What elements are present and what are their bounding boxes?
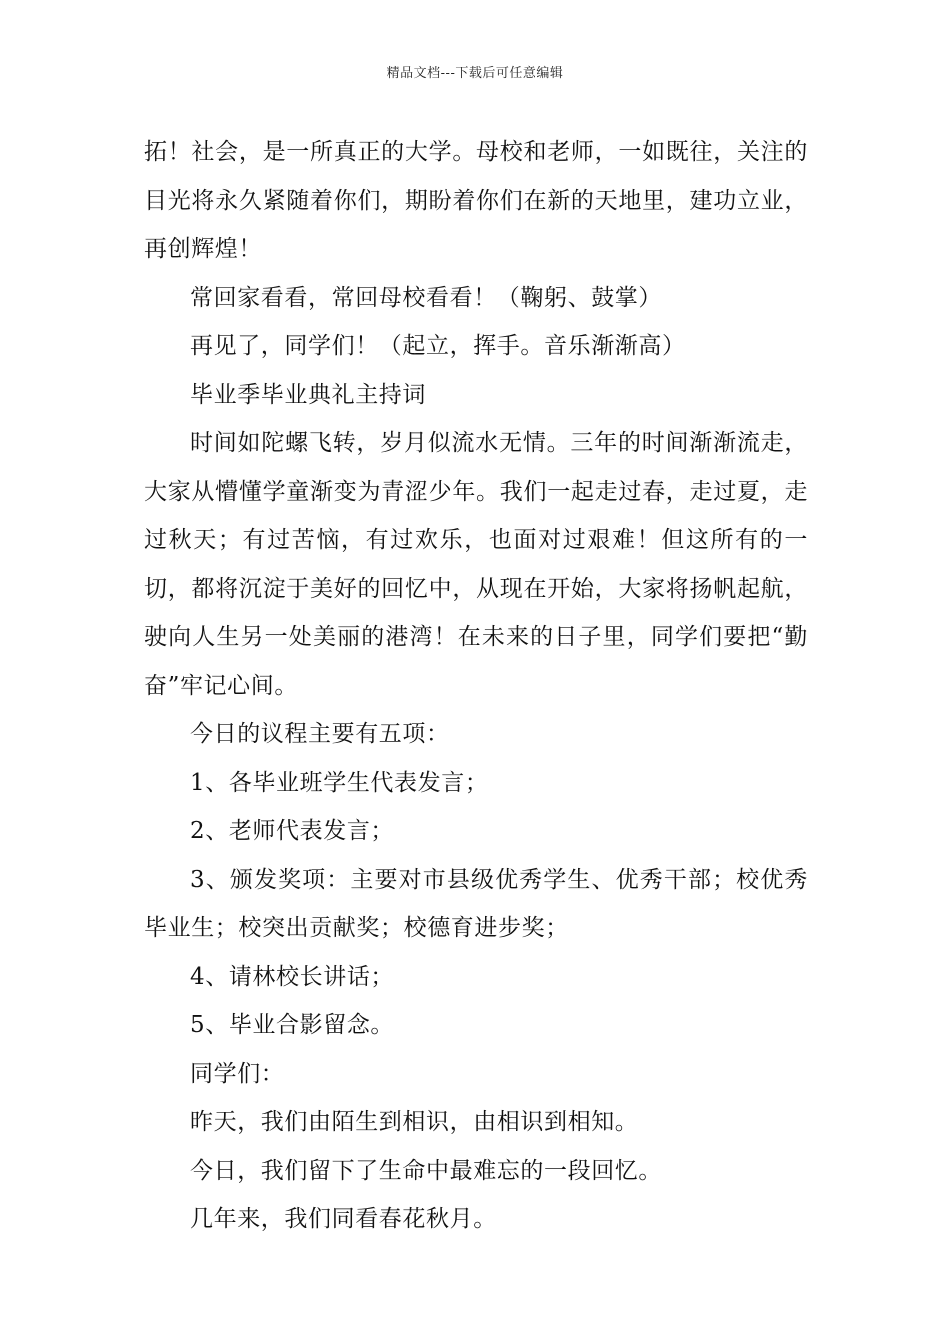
- agenda-item: 2、老师代表发言；: [190, 818, 395, 844]
- paragraph: 拓！社会，是一所真正的大学。母校和老师，一如既往，关注的目光将永久紧随着你们，期盼着你们在新的天地里，建功立业，再创辉煌！: [144, 139, 808, 262]
- paragraph: 同学们：: [190, 1060, 285, 1087]
- page-header: 精品文档---下载后可任意编辑: [386, 66, 564, 81]
- paragraph: 常回家看看，常回母校看看！（鞠躬、鼓掌）: [190, 284, 662, 311]
- agenda-item: 3、颁发奖项：主要对市县级优秀学生、优秀干部；校优秀毕业生；校突出贡献奖；校德育进步奖；: [144, 866, 808, 941]
- document-body: [144, 128, 808, 1244]
- agenda-item: 4、请林校长讲话；: [190, 963, 395, 990]
- paragraph: 几年来，我们同看春花秋月。: [190, 1206, 497, 1232]
- agenda-item: 5、毕业合影留念。: [190, 1012, 395, 1038]
- section-title: 毕业季毕业典礼主持词: [190, 381, 426, 408]
- paragraph: 今日，我们留下了生命中最难忘的一段回忆。: [190, 1157, 662, 1184]
- agenda-item: 1、各毕业班学生代表发言；: [190, 769, 489, 796]
- paragraph: 今日的议程主要有五项：: [190, 721, 450, 747]
- paragraph: 时间如陀螺飞转，岁月似流水无情。三年的时间渐渐流走，大家从懵懂学童渐变为青涩少年。我们一起走过春，走过夏，走过秋天；有过苦恼，有过欢乐，也面对过艰难！但这所有的一切，都将沉淀于美好的回忆中，从现在开始，大家将扬帆起航，驶向人生另一处美丽的港湾！在未来的日子里，同学们要把“勤奋”牢记心间。: [144, 430, 808, 699]
- paragraph: 昨天，我们由陌生到相识，由相识到相知。: [190, 1109, 639, 1135]
- paragraph: 再见了，同学们！（起立，挥手。音乐渐渐高）: [190, 333, 686, 359]
